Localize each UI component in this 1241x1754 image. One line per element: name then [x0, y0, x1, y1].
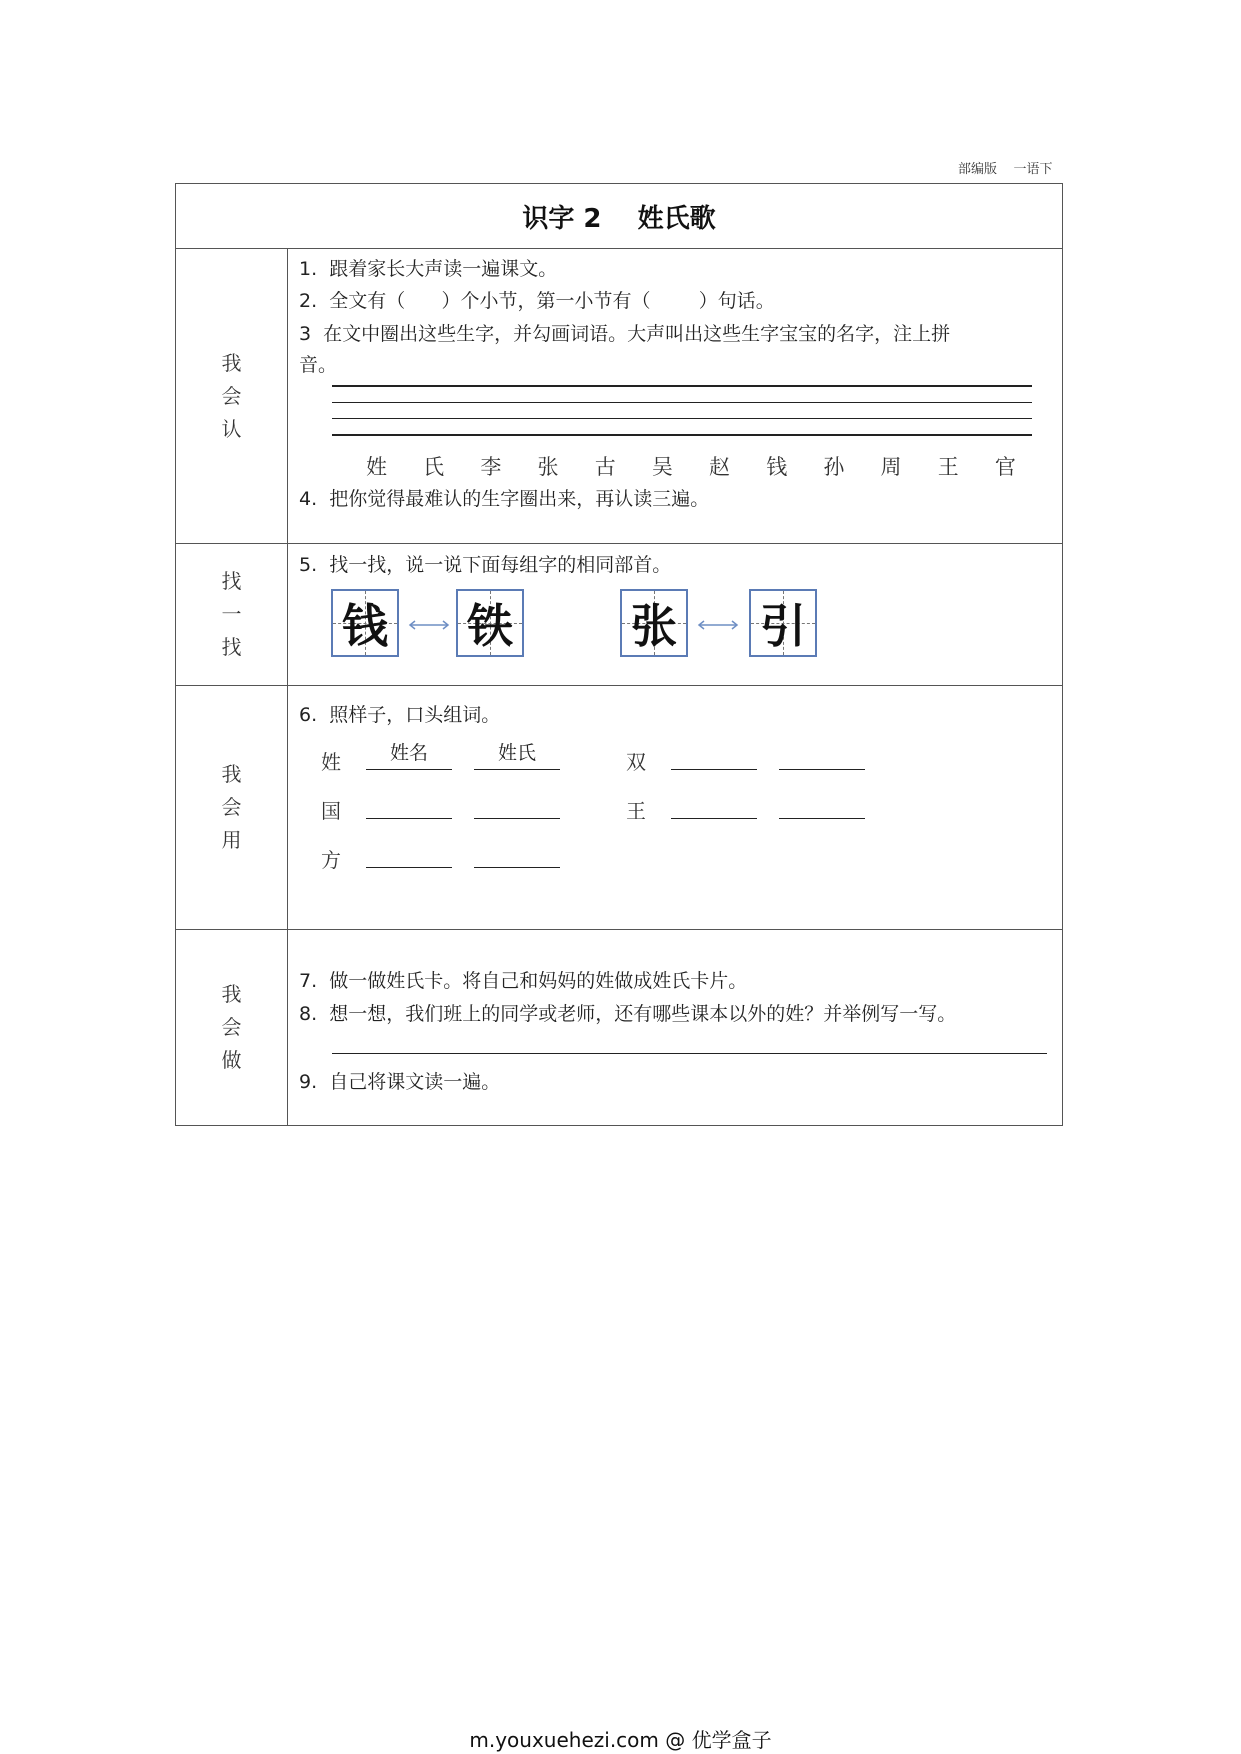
- label-char: 会: [221, 1014, 242, 1039]
- label-char: 一: [221, 601, 242, 626]
- answer-blank[interactable]: [366, 839, 452, 868]
- new-characters-row: [366, 451, 1016, 481]
- char-box-zhang: [620, 589, 688, 657]
- pinyin-line: [332, 402, 1032, 403]
- double-arrow-icon: [407, 620, 451, 630]
- new-character: 古: [594, 455, 616, 479]
- edition-note: 部编版 一语下: [958, 162, 1053, 177]
- pinyin-line: [332, 434, 1032, 436]
- label-char: 找: [221, 568, 242, 593]
- char-box-qian: [331, 589, 399, 657]
- answer-line[interactable]: [332, 1053, 1047, 1054]
- glyph: 引: [760, 599, 806, 653]
- char-box-yin: [749, 589, 817, 657]
- word-head: 姓: [321, 750, 341, 774]
- label-char: 找: [221, 634, 242, 659]
- label-char: 做: [221, 1047, 242, 1072]
- glyph: 钱: [342, 599, 388, 653]
- task-3-continued: 音。: [299, 354, 338, 376]
- word-head: 双: [626, 750, 646, 774]
- task-5: 5. 找一找，说一说下面每组字的相同部首。: [299, 554, 672, 576]
- label-char: 会: [221, 794, 242, 819]
- label-char: 用: [221, 827, 242, 852]
- label-char: 认: [221, 416, 242, 441]
- section-label-recognize: [176, 249, 287, 543]
- answer-blank[interactable]: 姓名: [366, 741, 452, 770]
- task-3: 3 在文中圈出这些生字，并勾画词语。大声叫出这些生字宝宝的名字，注上拼: [299, 323, 951, 345]
- new-character: 李: [480, 455, 502, 479]
- word-head: 王: [626, 799, 646, 823]
- task-7: 7. 做一做姓氏卡。将自己和妈妈的姓做成姓氏卡片。: [299, 970, 748, 992]
- new-character: 吴: [651, 455, 673, 479]
- pinyin-line: [332, 418, 1032, 419]
- glyph: 张: [631, 599, 677, 653]
- column-divider: [287, 249, 288, 1125]
- double-arrow-icon: [696, 620, 740, 630]
- new-character: 张: [537, 455, 559, 479]
- footer-watermark: m.youxuehezi.com @ 优学盒子: [469, 1728, 772, 1752]
- row-divider-3: [176, 929, 1062, 930]
- task-1: 1. 跟着家长大声读一遍课文。: [299, 258, 558, 280]
- new-character: 氏: [423, 455, 445, 479]
- worksheet-title: 识字 2 姓氏歌: [176, 184, 1062, 249]
- answer-blank[interactable]: [474, 839, 560, 868]
- word-head: 国: [321, 799, 341, 823]
- label-char: 我: [221, 350, 242, 375]
- section-label-do: [176, 929, 287, 1125]
- answer-blank[interactable]: [671, 790, 757, 819]
- task-9: 9. 自己将课文读一遍。: [299, 1071, 501, 1093]
- new-character: 王: [937, 455, 959, 479]
- answer-blank[interactable]: [474, 790, 560, 819]
- task-6: 6. 照样子，口头组词。: [299, 704, 501, 726]
- task-8: 8. 想一想，我们班上的同学或老师，还有哪些课本以外的姓？并举例写一写。: [299, 1003, 957, 1025]
- task-4: 4. 把你觉得最难认的生字圈出来，再认读三遍。: [299, 488, 710, 510]
- label-char: 会: [221, 383, 242, 408]
- new-character: 赵: [709, 455, 731, 479]
- section-label-find: [176, 543, 287, 685]
- row-divider-1: [176, 543, 1062, 544]
- new-character: 钱: [766, 455, 788, 479]
- new-character: 孙: [823, 455, 845, 479]
- word-head: 方: [321, 848, 341, 872]
- pinyin-line: [332, 385, 1032, 387]
- label-char: 我: [221, 761, 242, 786]
- row-divider-2: [176, 685, 1062, 686]
- char-box-tie: [456, 589, 524, 657]
- answer-blank[interactable]: [366, 790, 452, 819]
- worksheet-table: [175, 183, 1063, 1126]
- glyph: 铁: [467, 599, 513, 653]
- answer-blank[interactable]: [779, 790, 865, 819]
- new-character: 周: [880, 455, 902, 479]
- section-label-use: [176, 685, 287, 929]
- answer-blank[interactable]: [671, 741, 757, 770]
- answer-blank[interactable]: [779, 741, 865, 770]
- task-2: 2. 全文有（ ）个小节，第一小节有（ ）句话。: [299, 290, 775, 312]
- new-character: 官: [994, 455, 1016, 479]
- label-char: 我: [221, 981, 242, 1006]
- new-character: 姓: [366, 455, 387, 479]
- answer-blank[interactable]: 姓氏: [474, 741, 560, 770]
